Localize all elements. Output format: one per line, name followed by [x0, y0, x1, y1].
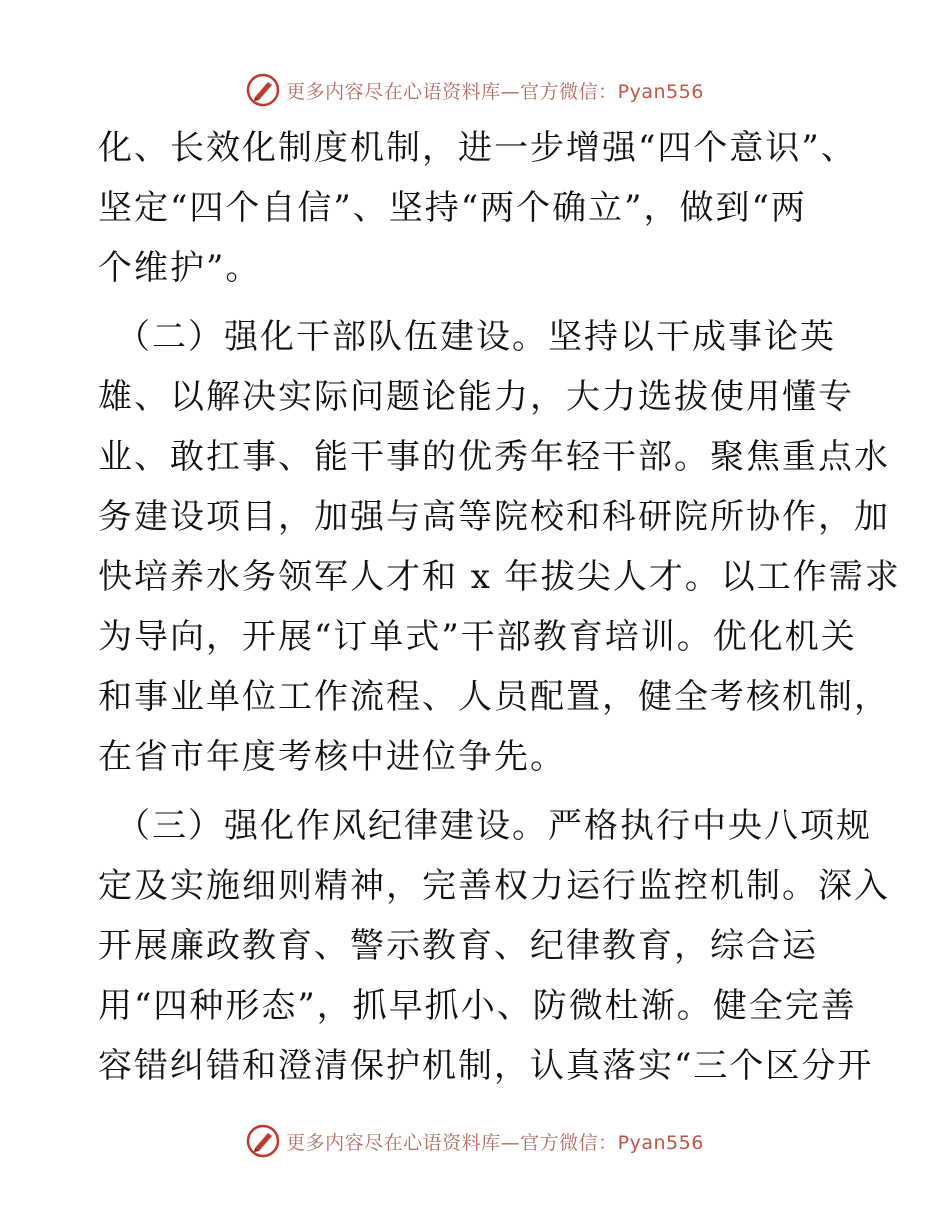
- document-body: [98, 118, 901, 1096]
- text-line: 雄、以解决实际问题论能力，大力选拔使用懂专: [98, 377, 854, 417]
- footer-watermark: [0, 1121, 950, 1161]
- text-line: 化、长效化制度机制，进一步增强“四个意识”、: [98, 128, 857, 168]
- text-line: 用“四种形态”，抓早抓小、防微杜渐。健全完善: [98, 986, 857, 1026]
- paragraph: [98, 118, 858, 298]
- text-line: 快培养水务领军人才和 x 年拔尖人才。以工作需求: [98, 557, 901, 597]
- text-line: 开展廉政教育、警示教育、纪律教育，综合运: [98, 926, 818, 966]
- text-line: 坚定“四个自信”、坚持“两个确立”，做到“两: [98, 188, 807, 228]
- text-line: 务建设项目，加强与高等院校和科研院所协作，加: [98, 497, 890, 537]
- watermark-text: 更多内容尽在心语资料库—官方微信：Pyan556: [286, 1131, 704, 1154]
- section-heading-line: （三）强化作风纪律建设。严格执行中央八项规: [116, 806, 872, 846]
- text-line: 业、敢扛事、能干事的优秀年轻干部。聚焦重点水: [98, 437, 890, 477]
- text-line: 在省市年度考核中进位争先。: [98, 737, 566, 777]
- text-line: 为导向，开展“订单式”干部教育培训。优化机关: [98, 617, 857, 657]
- text-line: 定及实施细则精神，完善权力运行监控机制。深入: [98, 866, 890, 906]
- paragraph: [98, 796, 890, 1096]
- logo-icon: [246, 1124, 280, 1158]
- paragraph: [98, 307, 901, 787]
- text-line: 个维护”。: [98, 248, 262, 288]
- watermark-text: 更多内容尽在心语资料库—官方微信：Pyan556: [286, 80, 704, 103]
- logo-icon: [246, 73, 280, 107]
- section-heading-line: （二）强化干部队伍建设。坚持以干成事论英: [116, 317, 836, 357]
- text-line: 和事业单位工作流程、人员配置，健全考核机制，: [98, 677, 890, 717]
- header-watermark: [0, 70, 950, 110]
- text-line: 容错纠错和澄清保护机制，认真落实“三个区分开: [98, 1046, 874, 1086]
